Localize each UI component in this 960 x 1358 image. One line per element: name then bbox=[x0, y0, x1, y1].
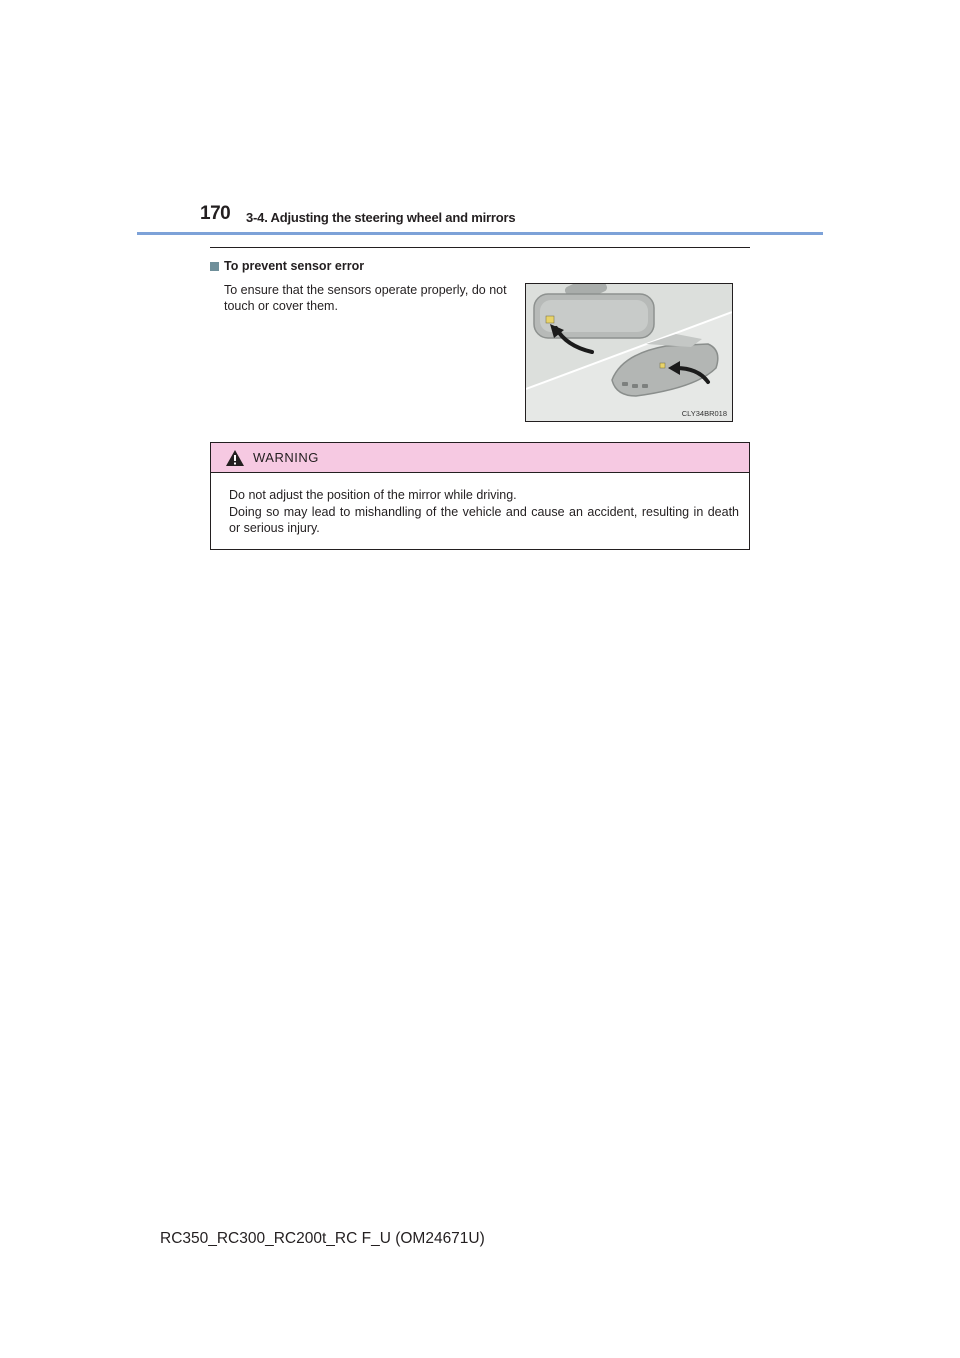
body-paragraph: To ensure that the sensors operate properly, do not touch or cover them. bbox=[224, 283, 507, 313]
page-number: 170 bbox=[200, 203, 231, 224]
figure-code: CLY34BR018 bbox=[681, 409, 727, 418]
header-rule bbox=[137, 232, 823, 235]
mirror-sensor-illustration bbox=[525, 283, 733, 422]
warning-line-1: Do not adjust the position of the mirror while driving. bbox=[229, 488, 517, 502]
subsection-heading-text: To prevent sensor error bbox=[224, 259, 365, 273]
mirror-illustration-graphic bbox=[526, 284, 732, 421]
section-divider bbox=[210, 247, 750, 248]
footer-model-code: RC350_RC300_RC200t_RC F_U (OM24671U) bbox=[160, 1230, 485, 1247]
section-title: 3-4. Adjusting the steering wheel and mirrors bbox=[246, 210, 516, 225]
warning-title: WARNING bbox=[253, 450, 319, 465]
warning-line-2: Doing so may lead to mishandling of the vehicle and cause an accident, resulting in death or serious injury. bbox=[229, 504, 739, 535]
subsection-heading bbox=[210, 259, 364, 273]
square-bullet-icon bbox=[210, 262, 219, 271]
warning-header bbox=[211, 443, 749, 473]
warning-body bbox=[211, 473, 749, 537]
warning-triangle-icon bbox=[225, 449, 245, 467]
warning-box bbox=[210, 442, 750, 550]
